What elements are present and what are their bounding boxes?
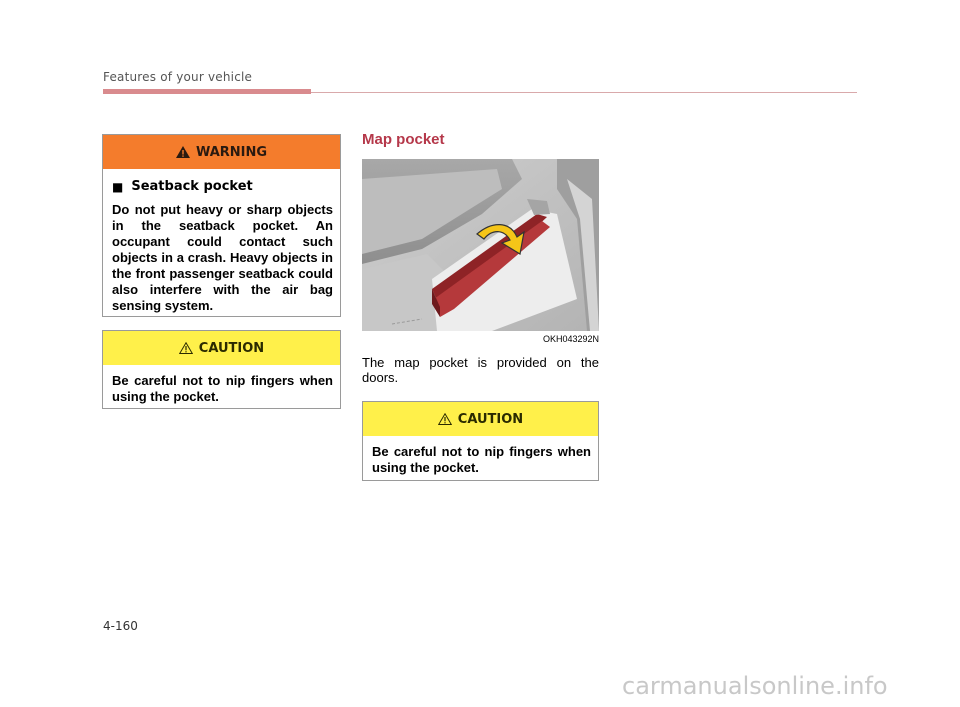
header-accent-bar: [103, 89, 311, 94]
page-number: 4-160: [103, 619, 138, 633]
map-pocket-illustration: [362, 159, 599, 331]
caution-box-right-header: [363, 402, 598, 436]
map-pocket-title: Map pocket: [362, 131, 445, 148]
map-pocket-description: The map pocket is provided on the doors.: [362, 355, 599, 385]
caution-box-left-header: [103, 331, 340, 365]
map-pocket-figure: [362, 159, 599, 331]
caution-left-text: Be careful not to nip fingers when using the pocket.: [112, 373, 333, 404]
caution-right-heading: CAUTION: [457, 411, 524, 427]
header-rule: [311, 92, 857, 93]
caution-box-left: [102, 330, 341, 409]
caution-right-text: Be careful not to nip fingers when using the pocket.: [372, 444, 591, 475]
figure-code: OKH043292N: [542, 334, 599, 344]
square-bullet-icon: ■: [112, 179, 124, 194]
warning-box: [102, 134, 341, 317]
caution-left-heading: CAUTION: [198, 340, 265, 356]
caution-icon: [179, 342, 193, 354]
warning-subheading-row: [112, 179, 333, 194]
warning-text: Do not put heavy or sharp objects in the seatback pocket. An occupant could contact such objects in a crash. Heavy objects in the front passenger seatback could also interfere with the air bag sensing system.: [112, 202, 333, 313]
warning-box-body: [103, 169, 340, 322]
warning-icon: [176, 146, 190, 158]
warning-box-header: [103, 135, 340, 169]
header-section-title: Features of your vehicle: [103, 70, 253, 84]
caution-box-left-body: [103, 365, 340, 413]
caution-box-right: [362, 401, 599, 481]
watermark: carmanualsonline.info: [622, 672, 888, 700]
caution-box-right-body: [363, 436, 598, 484]
caution-icon: [438, 413, 452, 425]
warning-heading: WARNING: [195, 144, 268, 160]
warning-subheading: Seatback pocket: [131, 179, 253, 194]
